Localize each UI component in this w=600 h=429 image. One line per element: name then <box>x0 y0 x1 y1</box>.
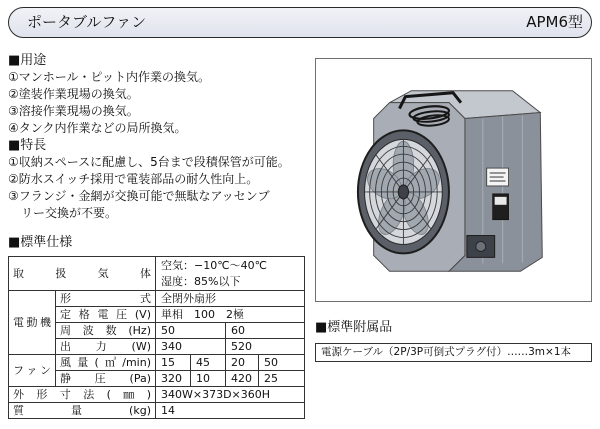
spec-value-voltage: 単相 100 2極 <box>156 307 305 323</box>
spec-value-type: 全閉外扇形 <box>156 291 305 307</box>
accessories-box <box>315 343 592 362</box>
spec-label-voltage: 定格電圧(V) <box>56 307 156 323</box>
name-plate <box>493 194 509 220</box>
spec-group-fan: ファン <box>9 355 56 387</box>
spec-group-motor: 電動機 <box>9 291 56 355</box>
spec-label-airflow: 風量(㎥/min) <box>56 355 156 371</box>
warning-label <box>487 168 509 186</box>
spec-label-weight: 質量(kg) <box>9 403 156 419</box>
spec-label-gas: 取扱気体 <box>9 257 156 291</box>
fan-grille <box>358 130 449 253</box>
model-number: APM6型 <box>526 13 583 31</box>
spec-value-frequency-60: 60 <box>226 323 305 339</box>
spec-value-gas-humidity: 湿度：85%以下 <box>161 275 241 288</box>
product-photo <box>315 58 592 302</box>
table-row <box>9 403 305 419</box>
accessory-item: 電源ケーブル（2P/3P可倒式プラグ付）……3m×1本 <box>321 346 572 358</box>
uses-item: ③溶接作業現場の換気。 <box>8 104 139 118</box>
table-row <box>9 291 305 307</box>
spec-label-output: 出力(W) <box>56 339 156 355</box>
features-heading: ■特長 <box>8 138 47 153</box>
uses-heading: ■用途 <box>8 53 47 68</box>
fan-hub <box>398 185 408 199</box>
features-item: ③フランジ・金網が交換可能で無駄なアッセンブ <box>8 189 270 203</box>
spec-value-dimensions: 340W×373D×360H <box>156 387 305 403</box>
table-row <box>9 355 305 371</box>
features-item: ①収納スペースに配慮し、5台まで段積保管が可能。 <box>8 155 290 169</box>
spec-label-type: 形式 <box>56 291 156 307</box>
uses-item: ①マンホール・ピット内作業の換気。 <box>8 70 211 84</box>
spec-label-pressure: 静圧(Pa) <box>56 371 156 387</box>
accessories-heading: ■標準附属品 <box>315 320 393 335</box>
spec-value-airflow: 20 <box>226 355 259 371</box>
spec-value-weight: 14 <box>156 403 305 419</box>
spec-value-pressure: 320 <box>156 371 191 387</box>
spec-value-pressure: 10 <box>191 371 226 387</box>
features-item: ②防水スイッチ採用で電装部品の耐久性向上。 <box>8 172 259 186</box>
spec-value-frequency-50: 50 <box>156 323 226 339</box>
description-block <box>8 52 308 222</box>
spec-value-gas <box>156 257 305 291</box>
spec-label-dimensions: 外形寸法(㎜) <box>9 387 156 403</box>
spec-value-airflow: 45 <box>191 355 226 371</box>
table-row <box>9 387 305 403</box>
uses-item: ④タンク内作業などの局所換気。 <box>8 121 187 135</box>
uses-item: ②塗装作業現場の換気。 <box>8 87 139 101</box>
spec-table <box>8 256 305 419</box>
page-title: ポータブルファン <box>27 13 147 31</box>
spec-value-pressure: 25 <box>259 371 305 387</box>
features-item-continuation: リー交換が不要。 <box>21 206 118 220</box>
spec-value-gas-air: 空気：−10℃～40℃ <box>161 259 267 272</box>
title-bar <box>8 7 592 38</box>
spec-value-pressure: 420 <box>226 371 259 387</box>
table-row <box>9 257 305 291</box>
spec-value-airflow: 50 <box>259 355 305 371</box>
spec-value-output-50: 340 <box>156 339 226 355</box>
spec-label-frequency: 周波数(Hz) <box>56 323 156 339</box>
portable-fan-illustration <box>316 59 591 301</box>
spec-value-airflow: 15 <box>156 355 191 371</box>
switch-box <box>467 236 495 258</box>
spec-heading: ■標準仕様 <box>8 235 73 250</box>
spec-value-output-60: 520 <box>226 339 305 355</box>
